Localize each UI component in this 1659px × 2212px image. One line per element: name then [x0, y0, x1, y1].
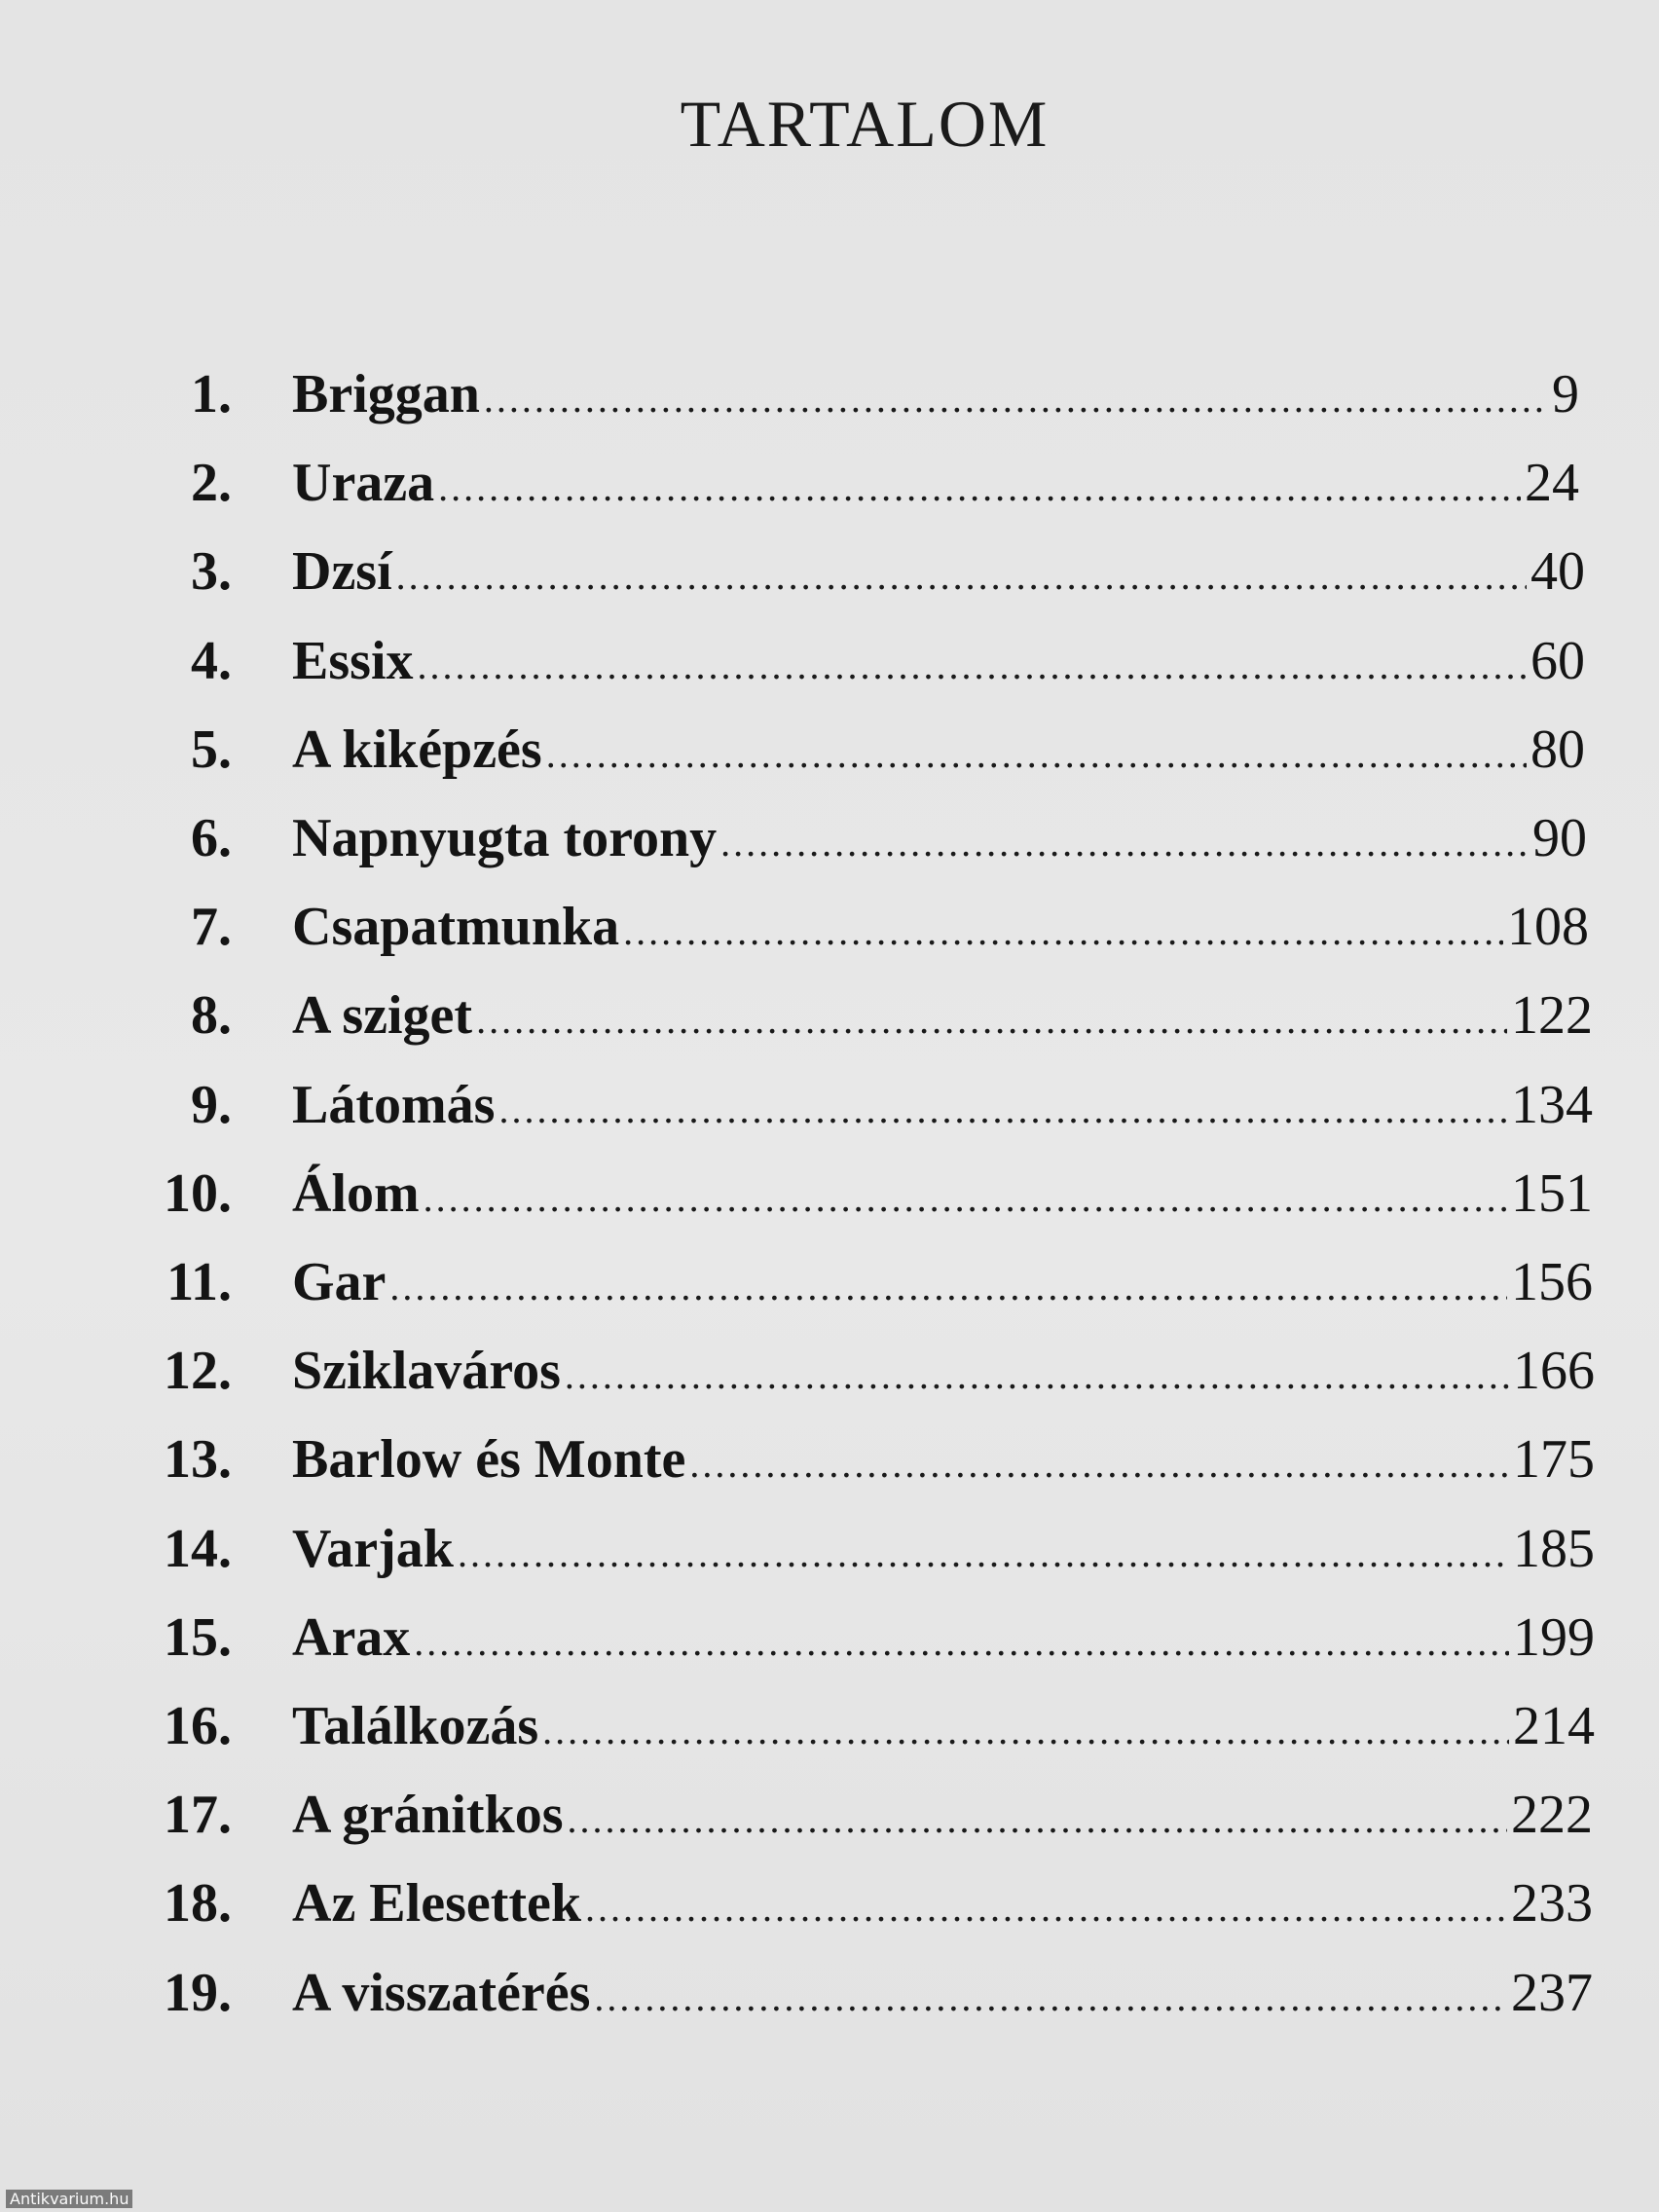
- chapter-title: Barlow és Monte: [292, 1429, 686, 1491]
- dot-leader: [689, 1419, 1509, 1508]
- chapter-page-number: 166: [1513, 1341, 1595, 1402]
- dot-leader: [458, 1509, 1509, 1598]
- dot-leader: [418, 621, 1528, 710]
- chapter-title: Az Elesettek: [292, 1873, 582, 1935]
- toc-entry: [0, 706, 1659, 794]
- chapter-number: 13.: [164, 1429, 232, 1491]
- chapter-title: A visszatérés: [292, 1962, 591, 2023]
- chapter-line: [292, 883, 1589, 976]
- chapter-line: [292, 1416, 1595, 1508]
- chapter-line: [292, 794, 1587, 887]
- toc-entry: [0, 1771, 1659, 1860]
- chapter-line: [292, 1150, 1593, 1242]
- toc-entry: [0, 1682, 1659, 1771]
- dot-leader: [542, 1686, 1509, 1775]
- chapter-number: 15.: [164, 1606, 232, 1668]
- chapter-page-number: 222: [1511, 1785, 1593, 1846]
- chapter-title: Napnyugta torony: [292, 808, 718, 868]
- dot-leader: [396, 532, 1527, 620]
- toc-entry: [0, 1150, 1659, 1238]
- chapter-page-number: 108: [1507, 897, 1589, 958]
- chapter-page-number: 134: [1511, 1074, 1593, 1135]
- chapter-line: [292, 1860, 1593, 1952]
- chapter-line: [292, 350, 1579, 443]
- dot-leader: [585, 1863, 1507, 1952]
- page-title: TARTALOM: [680, 87, 1050, 161]
- watermark: Antikvarium.hu: [6, 2190, 132, 2208]
- chapter-title: A gránitkos: [292, 1785, 564, 1846]
- dot-leader: [546, 710, 1527, 798]
- toc-entry: [0, 1860, 1659, 1948]
- chapter-page-number: 60: [1530, 630, 1585, 691]
- chapter-line: [292, 1771, 1593, 1863]
- chapter-title: Uraza: [292, 453, 435, 514]
- chapter-number: 19.: [164, 1962, 232, 2023]
- chapter-line: [292, 617, 1585, 710]
- toc-entry: [0, 1505, 1659, 1594]
- toc-entry: [0, 528, 1659, 616]
- dot-leader: [414, 1598, 1509, 1686]
- chapter-line: [292, 1594, 1595, 1686]
- chapter-line: [292, 1327, 1595, 1419]
- chapter-page-number: 151: [1511, 1162, 1593, 1224]
- chapter-number: 10.: [164, 1162, 232, 1224]
- toc-entry: [0, 883, 1659, 972]
- chapter-page-number: 233: [1511, 1873, 1593, 1935]
- toc-entry: [0, 972, 1659, 1060]
- dot-leader: [484, 354, 1548, 443]
- chapter-title: Dzsí: [292, 541, 392, 603]
- chapter-number: 6.: [191, 808, 232, 868]
- chapter-number: 3.: [191, 541, 232, 603]
- toc-entry: [0, 1949, 1659, 2038]
- chapter-page-number: 156: [1511, 1252, 1593, 1312]
- chapter-page-number: 237: [1511, 1962, 1593, 2023]
- toc-entry: [0, 1594, 1659, 1682]
- chapter-line: [292, 972, 1593, 1064]
- dot-leader: [594, 1953, 1507, 2042]
- chapter-title: Csapatmunka: [292, 897, 620, 958]
- chapter-line: [292, 1682, 1595, 1775]
- dot-leader: [623, 887, 1503, 976]
- toc-entry: [0, 350, 1659, 439]
- chapter-title: Látomás: [292, 1074, 496, 1135]
- chapter-title: Gar: [292, 1252, 387, 1312]
- chapter-line: [292, 1238, 1593, 1331]
- chapter-page-number: 175: [1513, 1429, 1595, 1491]
- dot-leader: [565, 1331, 1509, 1419]
- chapter-page-number: 90: [1532, 808, 1587, 868]
- chapter-number: 17.: [164, 1785, 232, 1846]
- toc-entry: [0, 1061, 1659, 1150]
- dot-leader: [498, 1065, 1507, 1154]
- chapter-title: Arax: [292, 1606, 411, 1668]
- toc-entry: [0, 439, 1659, 528]
- chapter-number: 4.: [191, 630, 232, 691]
- chapter-line: [292, 1505, 1595, 1598]
- chapter-number: 7.: [191, 897, 232, 958]
- chapter-line: [292, 706, 1585, 798]
- toc-entry: [0, 1327, 1659, 1416]
- dot-leader: [720, 798, 1529, 887]
- chapter-number: 1.: [191, 364, 232, 424]
- chapter-number: 14.: [164, 1518, 232, 1579]
- chapter-line: [292, 439, 1579, 532]
- toc-entry: [0, 617, 1659, 706]
- dot-leader: [476, 976, 1507, 1064]
- chapter-page-number: 185: [1513, 1518, 1595, 1579]
- chapter-title: A sziget: [292, 985, 473, 1047]
- chapter-number: 12.: [164, 1341, 232, 1402]
- toc-entry: [0, 1416, 1659, 1504]
- dot-leader: [438, 443, 1521, 532]
- chapter-page-number: 24: [1525, 453, 1579, 514]
- chapter-page-number: 80: [1530, 719, 1585, 780]
- chapter-title: Álom: [292, 1162, 420, 1224]
- dot-leader: [389, 1242, 1507, 1331]
- chapter-line: [292, 1949, 1593, 2042]
- dot-leader: [568, 1775, 1508, 1863]
- chapter-title: A kiképzés: [292, 719, 542, 780]
- chapter-number: 18.: [164, 1873, 232, 1935]
- toc-entry: [0, 794, 1659, 883]
- chapter-line: [292, 1061, 1593, 1154]
- chapter-title: Varjak: [292, 1518, 454, 1579]
- chapter-number: 11.: [166, 1252, 232, 1312]
- chapter-line: [292, 528, 1585, 620]
- chapter-page-number: 199: [1513, 1606, 1595, 1668]
- chapter-number: 9.: [191, 1074, 232, 1135]
- dot-leader: [424, 1154, 1507, 1242]
- toc-entry: [0, 1238, 1659, 1327]
- chapter-number: 5.: [191, 719, 232, 780]
- chapter-number: 16.: [164, 1696, 232, 1756]
- chapter-title: Sziklaváros: [292, 1341, 561, 1402]
- chapter-number: 2.: [191, 453, 232, 514]
- chapter-page-number: 40: [1530, 541, 1585, 603]
- chapter-title: Találkozás: [292, 1696, 539, 1756]
- chapter-title: Essix: [292, 630, 414, 691]
- chapter-page-number: 122: [1511, 985, 1593, 1047]
- chapter-page-number: 9: [1552, 364, 1579, 424]
- chapter-number: 8.: [191, 985, 232, 1047]
- chapter-page-number: 214: [1513, 1696, 1595, 1756]
- chapter-title: Briggan: [292, 364, 480, 424]
